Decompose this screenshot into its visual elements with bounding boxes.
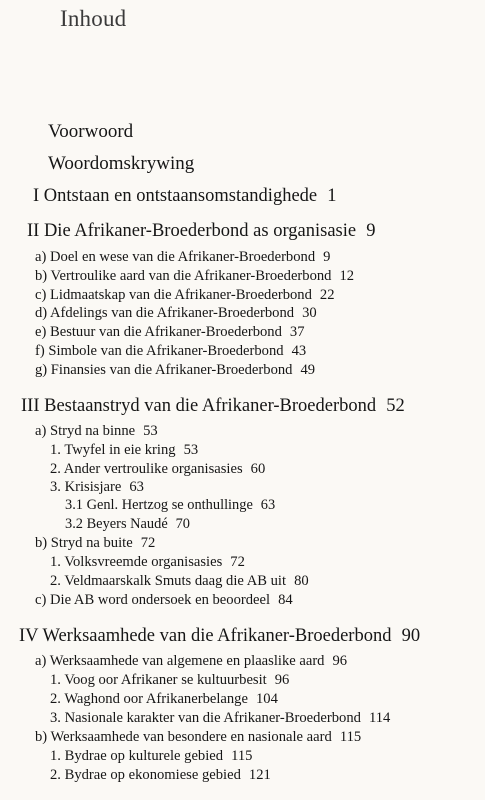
toc-subsection xyxy=(50,673,289,688)
toc-entry-title: b) Werksaamhede van besondere en nasionale aard xyxy=(35,729,332,745)
toc-section xyxy=(35,536,155,551)
toc-section xyxy=(35,654,347,669)
toc-entry-title: 3. Nasionale karakter van die Afrikaner-Broederbond xyxy=(50,710,361,726)
toc-page-number: 9 xyxy=(366,221,376,241)
toc-chapter-4 xyxy=(19,627,420,646)
toc-subsection xyxy=(50,692,278,707)
toc-subsection xyxy=(50,462,265,477)
toc-section xyxy=(35,306,317,321)
toc-page-number: 115 xyxy=(231,748,253,764)
toc-entry-title: 2. Waghond oor Afrikanerbelange xyxy=(50,691,248,707)
toc-entry-title: II Die Afrikaner-Broederbond as organisasie xyxy=(27,221,357,241)
toc-entry-title: III Bestaanstryd van die Afrikaner-Broederbond xyxy=(21,396,377,416)
toc-entry-title: IV Werksaamhede van die Afrikaner-Broederbond xyxy=(19,626,392,646)
toc-entry-title: f) Simbole van die Afrikaner-Broederbond xyxy=(35,343,284,359)
toc-subsection xyxy=(50,768,271,783)
toc-entry-definitions xyxy=(48,154,194,173)
toc-page-number: 63 xyxy=(260,497,276,513)
toc-page-number: 43 xyxy=(291,343,307,359)
toc-entry-title: g) Finansies van die Afrikaner-Broederbond xyxy=(35,362,293,378)
toc-subsection xyxy=(50,711,390,726)
toc-chapter-1 xyxy=(33,187,337,206)
toc-page-number: 70 xyxy=(175,516,190,532)
toc-entry-title: 2. Ander vertroulike organisasies xyxy=(50,461,243,477)
toc-page-number: 12 xyxy=(339,268,355,284)
toc-subsection xyxy=(50,555,245,570)
page-title: Inhoud xyxy=(60,6,127,31)
toc-entry-title: d) Afdelings van die Afrikaner-Broederbond xyxy=(35,305,295,321)
toc-entry-title: 3. Krisisjare xyxy=(50,479,122,495)
toc-chapter-3 xyxy=(21,397,405,416)
toc-entry-title: a) Doel en wese van die Afrikaner-Broederbond xyxy=(35,249,316,265)
toc-subsubsection xyxy=(65,498,275,512)
toc-entry-title: Voorwoord xyxy=(48,121,134,142)
toc-section xyxy=(35,730,361,745)
toc-section xyxy=(35,269,354,284)
toc-entry-title: 2. Veldmaarskalk Smuts daag die AB uit xyxy=(50,573,287,589)
toc-page-number: 9 xyxy=(323,249,331,265)
toc-entry-title: e) Bestuur van die Afrikaner-Broederbond xyxy=(35,324,282,340)
toc-entry-foreword xyxy=(48,122,133,141)
toc-section xyxy=(35,344,306,359)
toc-entry-title: 1. Voog oor Afrikaner se kultuurbesit xyxy=(50,672,267,688)
toc-page-number: 52 xyxy=(386,396,405,416)
toc-page-number: 96 xyxy=(332,653,348,669)
toc-section xyxy=(35,288,335,303)
toc-page-number: 53 xyxy=(183,442,199,458)
toc-page-number: 84 xyxy=(278,592,293,608)
toc-entry-title: b) Vertroulike aard van die Afrikaner-Broederbond xyxy=(35,268,332,284)
toc-section xyxy=(35,593,293,608)
toc-page-number: 80 xyxy=(294,573,309,589)
toc-entry-title: 2. Bydrae op ekonomiese gebied xyxy=(50,767,241,783)
toc-entry-title: a) Werksaamhede van algemene en plaaslike aard xyxy=(35,653,325,669)
toc-entry-title: Woordomskrywing xyxy=(48,153,195,174)
toc-page-number: 53 xyxy=(143,423,158,439)
toc-entry-title: c) Die AB word ondersoek en beoordeel xyxy=(35,592,271,608)
toc-entry-title: 3.2 Beyers Naudé xyxy=(65,516,168,532)
toc-page-number: 30 xyxy=(302,305,317,321)
toc-page-number: 115 xyxy=(339,729,362,745)
toc-section xyxy=(35,424,158,439)
toc-subsection xyxy=(50,443,198,458)
toc-entry-title: c) Lidmaatskap van die Afrikaner-Broederbond xyxy=(35,287,312,303)
toc-subsection xyxy=(50,574,309,589)
toc-entry-title: 1. Bydrae op kulturele gebied xyxy=(50,748,224,764)
toc-page-number: 49 xyxy=(300,362,316,378)
toc-page-number: 121 xyxy=(248,767,271,783)
toc-page-number: 60 xyxy=(250,461,266,477)
toc-subsection xyxy=(50,480,144,495)
toc-section xyxy=(35,363,315,378)
toc-entry-title: 1. Twyfel in eie kring xyxy=(50,442,176,458)
toc-page-number: 114 xyxy=(368,710,391,726)
toc-entry-title: b) Stryd na buite xyxy=(35,535,133,551)
toc-page-number: 90 xyxy=(401,626,421,646)
toc-chapter-2 xyxy=(27,222,376,241)
toc-page-number: 1 xyxy=(327,186,337,206)
toc-page-number: 72 xyxy=(140,535,156,551)
toc-section xyxy=(35,250,330,265)
toc-page-number: 96 xyxy=(274,672,290,688)
toc-entry-title: a) Stryd na binne xyxy=(35,423,136,439)
toc-entry-title: 3.1 Genl. Hertzog se onthullinge xyxy=(65,497,253,513)
toc-entry-title: 1. Volksvreemde organisasies xyxy=(50,554,223,570)
toc-page-number: 37 xyxy=(289,324,305,340)
toc-subsubsection xyxy=(65,517,190,531)
toc-entry-title: I Ontstaan en ontstaansomstandighede xyxy=(33,186,318,206)
toc-page-number: 63 xyxy=(129,479,144,495)
toc-page-number: 22 xyxy=(319,287,335,303)
toc-page-number: 104 xyxy=(255,691,278,707)
toc-subsection xyxy=(50,749,252,764)
toc-page-number: 72 xyxy=(230,554,245,570)
toc-section xyxy=(35,325,305,340)
